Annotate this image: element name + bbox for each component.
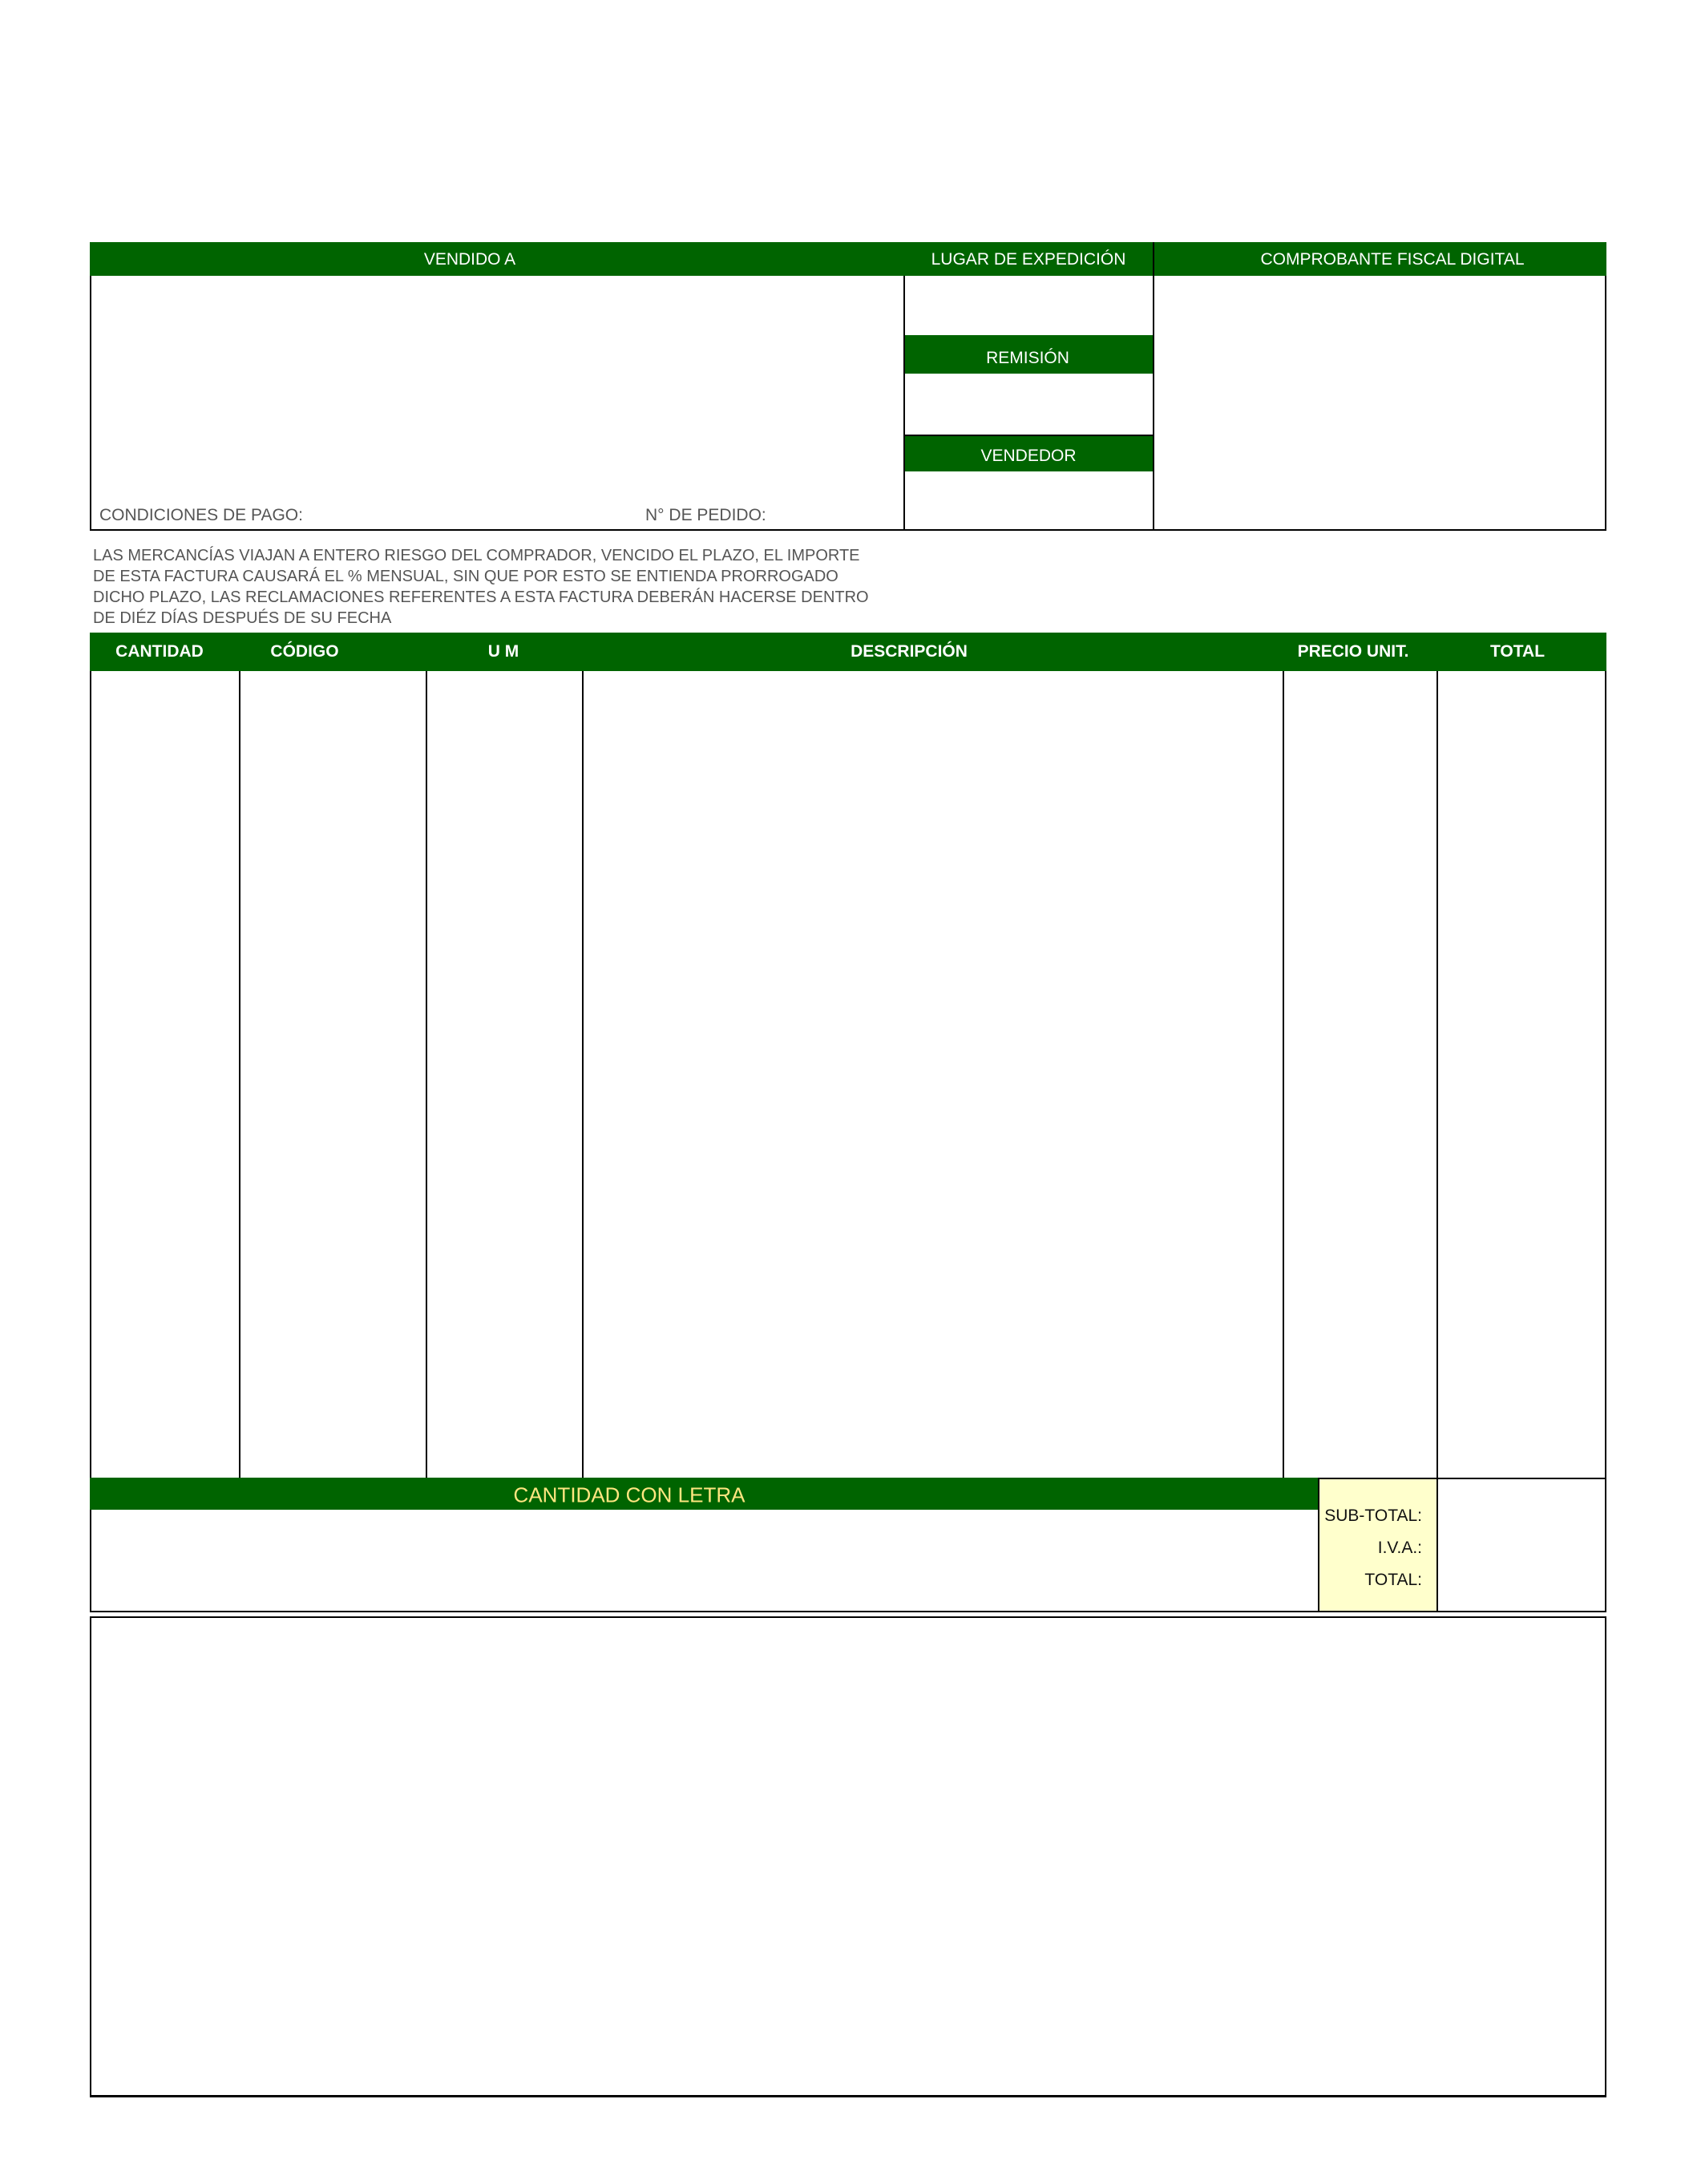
- remision-label: REMISIÓN: [986, 349, 1069, 367]
- conditions-line: DE DIÉZ DÍAS DESPUÉS DE SU FECHA: [93, 609, 392, 627]
- condiciones-pago-label: CONDICIONES DE PAGO:: [99, 506, 303, 524]
- comprobante-fiscal-label: COMPROBANTE FISCAL DIGITAL: [1260, 250, 1525, 269]
- cantidad-letra-label: CANTIDAD CON LETRA: [513, 1482, 746, 1507]
- codigo-column-cells[interactable]: [240, 671, 426, 1478]
- column-codigo: CÓDIGO: [270, 642, 339, 661]
- numero-pedido-label: N° DE PEDIDO:: [645, 506, 766, 524]
- vendido-a-field[interactable]: [91, 276, 903, 500]
- conditions-line: DE ESTA FACTURA CAUSARÁ EL % MENSUAL, SIN QUE POR ESTO SE ENTIENDA PRORROGADO: [93, 568, 838, 585]
- bottom-notes-box[interactable]: [90, 1616, 1606, 2097]
- cantidad-letra-field[interactable]: [91, 1510, 1318, 1611]
- column-descripcion: DESCRIPCIÓN: [851, 642, 968, 661]
- conditions-text: [93, 545, 911, 629]
- precio-column-cells[interactable]: [1284, 671, 1436, 1478]
- vendedor-label: VENDEDOR: [980, 447, 1077, 465]
- column-cantidad: CANTIDAD: [115, 642, 204, 661]
- column-precio-unit: PRECIO UNIT.: [1297, 642, 1409, 661]
- totals-labels-panel: [1318, 1479, 1438, 1611]
- lugar-expedicion-label: LUGAR DE EXPEDICIÓN: [931, 250, 1126, 269]
- conditions-line: DICHO PLAZO, LAS RECLAMACIONES REFERENTES A ESTA FACTURA DEBERÁN HACERSE DENTRO: [93, 588, 869, 606]
- descripcion-column-cells[interactable]: [584, 671, 1283, 1478]
- total-column-cells[interactable]: [1438, 671, 1605, 1478]
- comprobante-field[interactable]: [1154, 276, 1605, 529]
- remision-field[interactable]: [905, 374, 1153, 435]
- column-total: TOTAL: [1489, 642, 1546, 661]
- subtotal-label: SUB-TOTAL:: [1324, 1507, 1422, 1525]
- conditions-line: LAS MERCANCÍAS VIAJAN A ENTERO RIESGO DEL COMPRADOR, VENCIDO EL PLAZO, EL IMPORTE: [93, 547, 860, 564]
- totals-values-field[interactable]: [1438, 1479, 1605, 1611]
- lugar-expedicion-field[interactable]: [905, 276, 1153, 335]
- um-column-cells[interactable]: [427, 671, 582, 1478]
- vendido-a-label: VENDIDO A: [423, 250, 516, 269]
- total-label: TOTAL:: [1364, 1571, 1422, 1589]
- column-um: U M: [487, 642, 519, 661]
- vendedor-field[interactable]: [905, 471, 1153, 529]
- iva-label: I.V.A.:: [1377, 1539, 1422, 1557]
- cantidad-column-cells[interactable]: [91, 671, 239, 1478]
